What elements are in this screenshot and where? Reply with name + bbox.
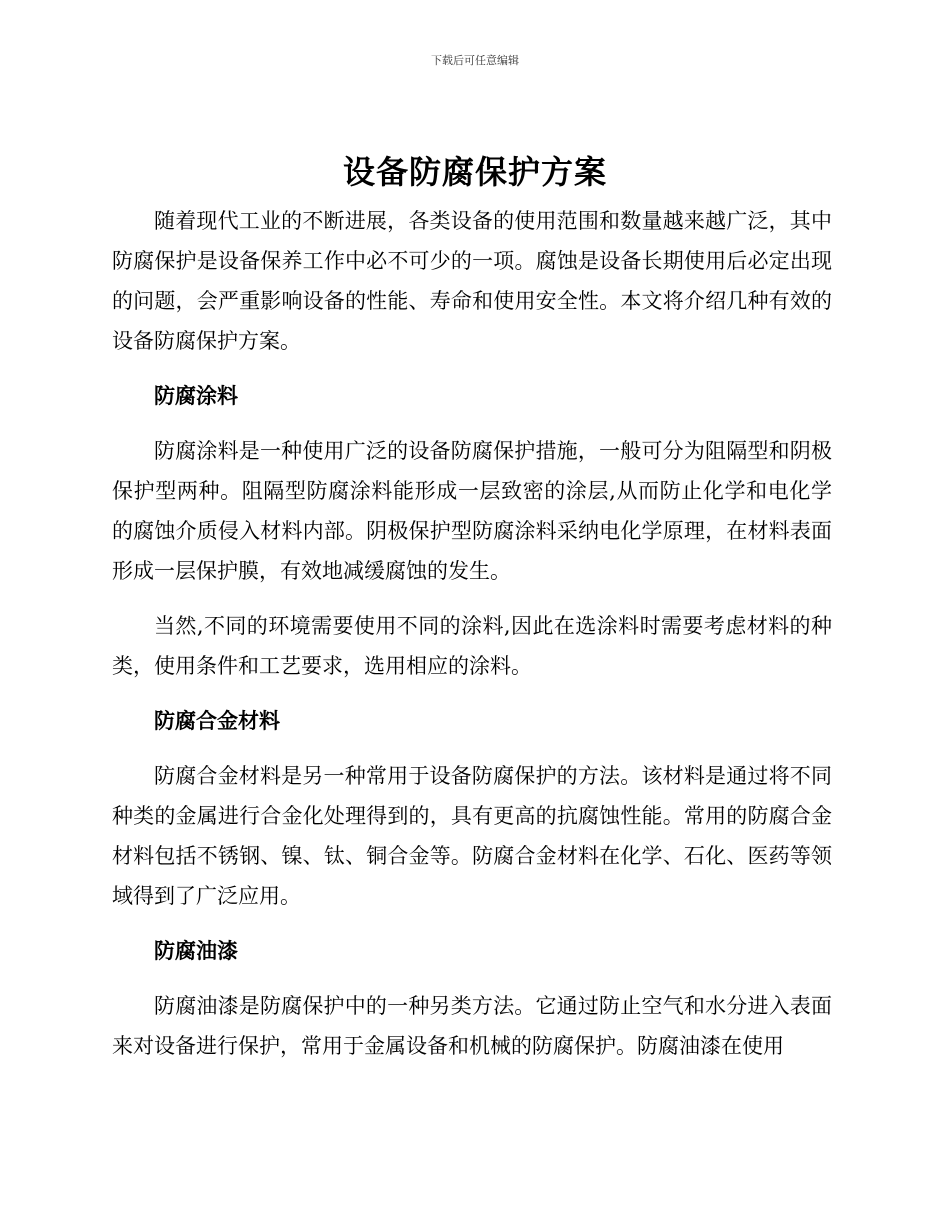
intro-paragraph: 随着现代工业的不断进展，各类设备的使用范围和数量越来越广泛，其中防腐保护是设备保养工作中必不可少的一项。腐蚀是设备长期使用后必定出现的问题，会严重影响设备的性能、寿命和使用安全性。本文将介绍几种有效的设备防腐保护方案。 [112,209,832,353]
section-heading-alloys: 防腐合金材料 [154,709,280,733]
header-note: 下载后可任意编辑 [431,54,519,67]
coatings-paragraph-2: 当然,不同的环境需要使用不同的涂料,因此在选涂料时需要考虑材料的种类，使用条件和工艺要求，选用相应的涂料。 [112,614,832,678]
document-title: 设备防腐保护方案 [342,153,607,191]
document-body [112,201,832,1066]
paint-paragraph-1: 防腐油漆是防腐保护中的一种另类方法。它通过防止空气和水分进入表面来对设备进行保护，常用于金属设备和机械的防腐保护。防腐油漆在使用 [112,994,832,1058]
section-heading-paint: 防腐油漆 [154,939,238,963]
section-heading-coatings: 防腐涂料 [154,384,238,408]
coatings-paragraph-1: 防腐涂料是一种使用广泛的设备防腐保护措施，一般可分为阻隔型和阴极保护型两种。阻隔型防腐涂料能形成一层致密的涂层,从而防止化学和电化学的腐蚀介质侵入材料内部。阴极保护型防腐涂料采纳电化学原理，在材料表面形成一层保护膜，有效地减缓腐蚀的发生。 [112,439,832,583]
alloys-paragraph-1: 防腐合金材料是另一种常用于设备防腐保护的方法。该材料是通过将不同种类的金属进行合金化处理得到的，具有更高的抗腐蚀性能。常用的防腐合金材料包括不锈钢、镍、钛、铜合金等。防腐合金材料在化学、石化、医药等领域得到了广泛应用。 [112,764,832,908]
